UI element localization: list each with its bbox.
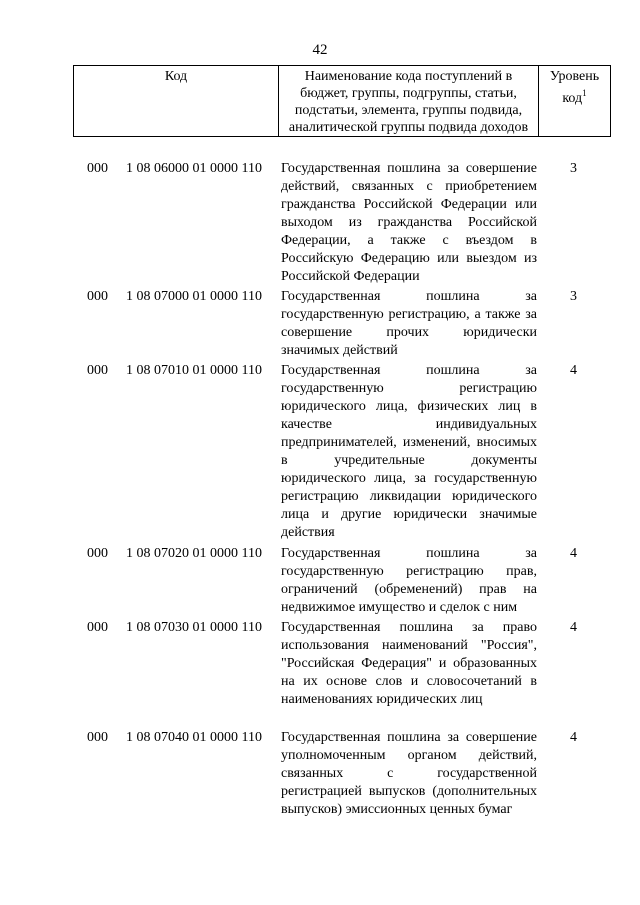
header-level-label: Уровень код xyxy=(549,69,600,106)
page-number: 42 xyxy=(312,42,328,58)
header-code: Код xyxy=(74,66,279,136)
level-value: 4 xyxy=(570,620,577,635)
footnote-marker: 1 xyxy=(582,88,587,98)
revenue-code: 1 08 06000 01 0000 110 xyxy=(126,161,262,176)
level-value: 4 xyxy=(570,363,577,378)
revenue-name: Государственная пошлина за государственную регистрацию прав, ограничений (обременений) прав на недвижимое имущество и сделок с ним xyxy=(281,546,537,615)
admin-code: 000 xyxy=(87,546,108,561)
admin-code: 000 xyxy=(87,289,108,304)
header-name: Наименование кода поступлений в бюджет, группы, подгруппы, статьи, подстатьи, элемента, группы подвида, аналитической группы подвида доходов xyxy=(279,66,539,136)
revenue-name: Государственная пошлина за право использования наименований "Россия", "Российская Федерация" и образованных на их основе слов и словосочетаний в наименованиях юридических лиц xyxy=(281,620,537,707)
revenue-name: Государственная пошлина за государственную регистрацию юридического лица, физических лиц в качестве индивидуальных предпринимателей, изменений, вносимых в учредительные документы юридического лица, за государственную регистрацию ликвидации юридического лица и другие юридически значимые действия xyxy=(281,363,537,540)
level-value: 3 xyxy=(570,161,577,176)
admin-code: 000 xyxy=(87,620,108,635)
revenue-name: Государственная пошлина за совершение действий, связанных с приобретением гражданства Российской Федерации или выходом из гражданства Российской Федерации, а также с въездом в Российскую Федерацию или выездом из Российской Федерации xyxy=(281,161,537,284)
admin-code: 000 xyxy=(87,161,108,176)
admin-code: 000 xyxy=(87,363,108,378)
revenue-code: 1 08 07040 01 0000 110 xyxy=(126,730,262,745)
revenue-name: Государственная пошлина за совершение уполномоченным органом действий, связанных с государственной регистрацией выпусков (дополнительных выпусков) эмиссионных ценных бумаг xyxy=(281,730,537,817)
level-value: 4 xyxy=(570,546,577,561)
header-level xyxy=(539,66,610,136)
revenue-code: 1 08 07030 01 0000 110 xyxy=(126,620,262,635)
revenue-name: Государственная пошлина за государственную регистрацию, а также за совершение прочих юридически значимых действий xyxy=(281,289,537,358)
table-header xyxy=(73,65,611,137)
revenue-code: 1 08 07020 01 0000 110 xyxy=(126,546,262,561)
admin-code: 000 xyxy=(87,730,108,745)
revenue-code: 1 08 07000 01 0000 110 xyxy=(126,289,262,304)
revenue-code: 1 08 07010 01 0000 110 xyxy=(126,363,262,378)
level-value: 4 xyxy=(570,730,577,745)
level-value: 3 xyxy=(570,289,577,304)
